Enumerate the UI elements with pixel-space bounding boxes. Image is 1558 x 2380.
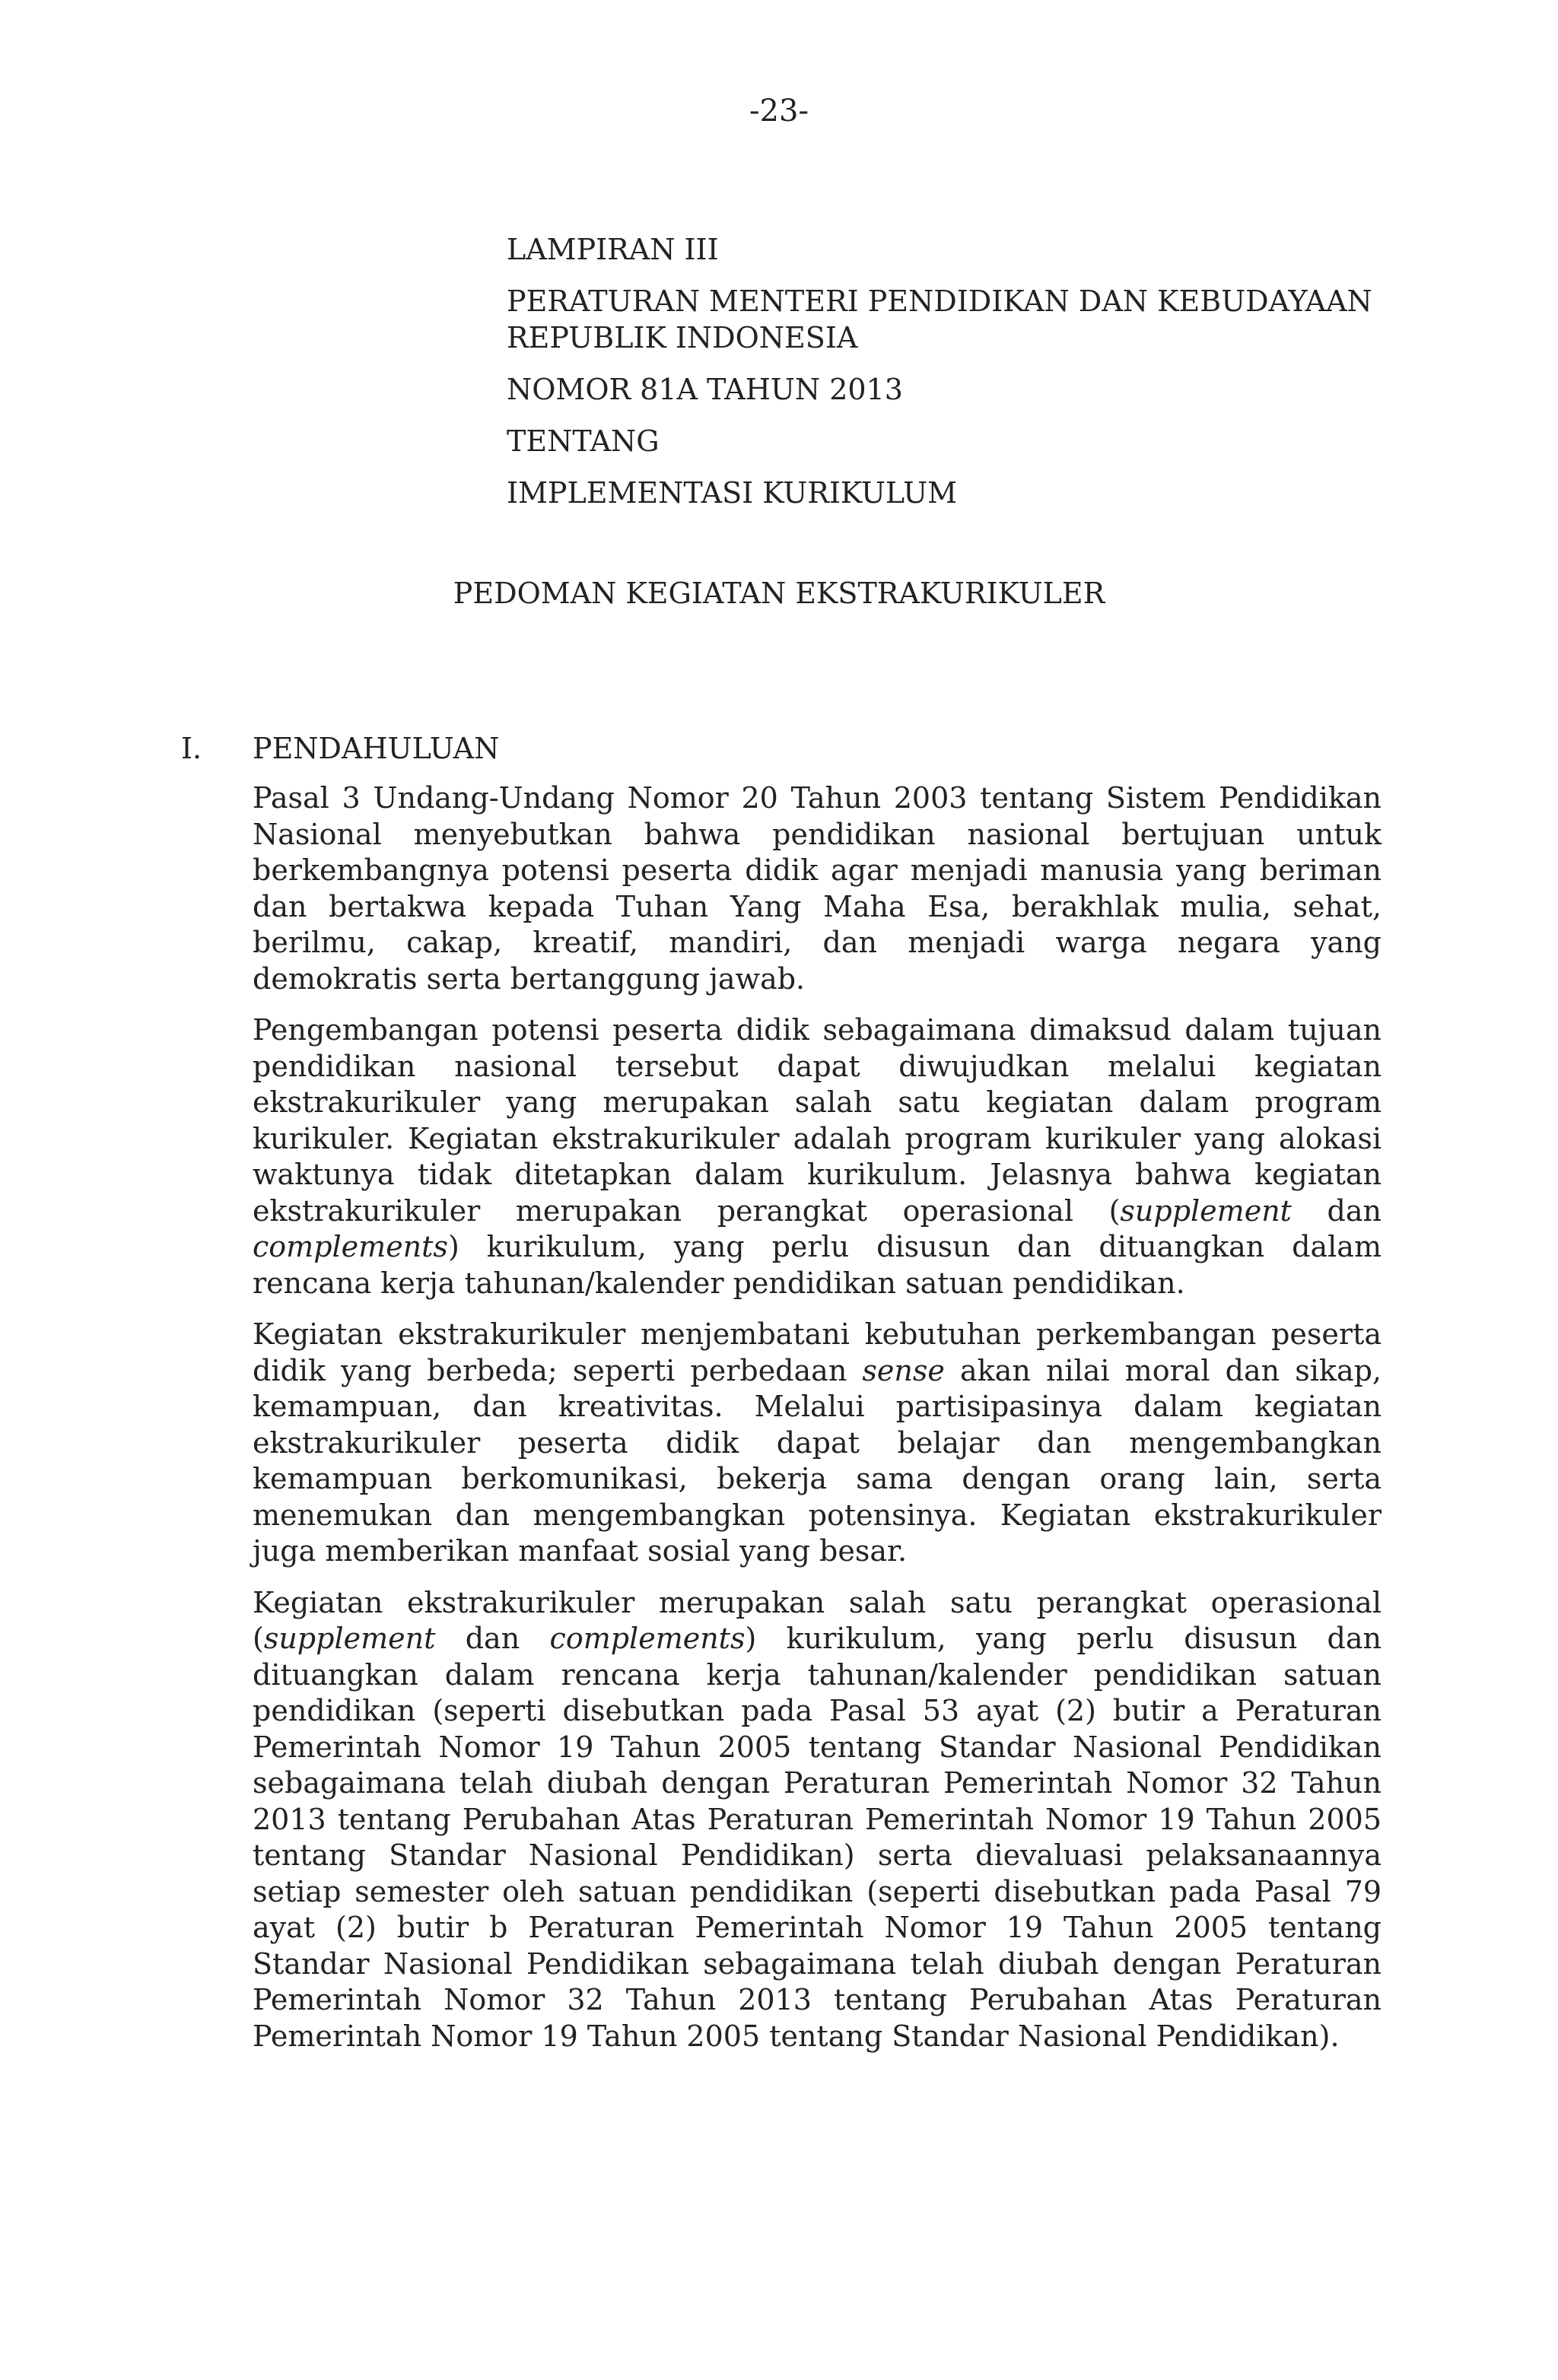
paragraph-3-text-a: Kegiatan ekstrakurikuler menjembatani kebutuhan perkembangan peserta didik yang berbeda; seperti perbedaan [253,1317,1382,1387]
paragraph-3-text-b: akan nilai moral dan sikap, kemampuan, dan kreativitas. Melalui partisipasinya dalam kegiatan ekstrakurikuler peserta didik dapat belajar dan mengembangkan kemampuan berkomunikasi, bekerja sama dengan orang lain, serta menemukan dan mengembangkan potensinya. Kegiatan ekstrakurikuler juga memberikan manfaat sosial yang besar. [253,1353,1382,1568]
paragraph-2-term-supplement: supplement [1120,1193,1292,1228]
header-country: REPUBLIK INDONESIA [507,321,858,354]
paragraph-2-term-complements: complements [253,1230,448,1263]
paragraph-4-term-supplement: supplement [263,1622,436,1655]
document-title: PEDOMAN KEGIATAN EKSTRAKURIKULER [453,577,1105,610]
body-text [253,780,1382,2070]
paragraph-1 [253,780,1382,997]
paragraph-3 [253,1317,1382,1570]
paragraph-2-text-b: dan [1291,1193,1382,1228]
header-appendix: LAMPIRAN III [507,233,719,266]
paragraph-4-text-b: dan [435,1622,550,1655]
header-number: NOMOR 81A TAHUN 2013 [507,373,903,406]
section-title: PENDAHULUAN [253,732,500,765]
section-number: I. [181,732,202,765]
paragraph-2-text-a: Pengembangan potensi peserta didik sebagaimana dimaksud dalam tujuan pendidikan nasional tersebut dapat diwujudkan melalui kegiatan ekstrakurikuler yang merupakan salah satu kegiatan dalam program kurikuler. Kegiatan ekstrakurikuler adalah program kurikuler yang alokasi waktunya tidak ditetapkan dalam kurikulum. Jelasnya bahwa kegiatan ekstrakurikuler merupakan perangkat operasional ( [253,1013,1382,1228]
header-subject: IMPLEMENTASI KURIKULUM [507,476,958,510]
paragraph-4-text-c: ) kurikulum, yang perlu disusun dan dituangkan dalam rencana kerja tahunan/kalender pendidikan satuan pendidikan (seperti disebutkan pada Pasal 53 ayat (2) butir a Peraturan Pemerintah Nomor 19 Tahun 2005 tentang Standar Nasional Pendidikan sebagaimana telah diubah dengan Peraturan Pemerintah Nomor 32 Tahun 2013 tentang Perubahan Atas Peraturan Pemerintah Nomor 19 Tahun 2005 tentang Standar Nasional Pendidikan) serta dievaluasi pelaksanaannya setiap semester oleh satuan pendidikan (seperti disebutkan pada Pasal 79 ayat (2) butir b Peraturan Pemerintah Nomor 19 Tahun 2005 tentang Standar Nasional Pendidikan sebagaimana telah diubah dengan Peraturan Pemerintah Nomor 32 Tahun 2013 tentang Perubahan Atas Peraturan Pemerintah Nomor 19 Tahun 2005 tentang Standar Nasional Pendidikan). [253,1622,1382,2053]
header-about: TENTANG [507,424,660,458]
paragraph-2 [253,1012,1382,1301]
paragraph-1-text: Pasal 3 Undang-Undang Nomor 20 Tahun 2003 tentang Sistem Pendidikan Nasional menyebutkan bahwa pendidikan nasional bertujuan untuk berkembangnya potensi peserta didik agar menjadi manusia yang beriman dan bertakwa kepada Tuhan Yang Maha Esa, berakhlak mulia, sehat, berilmu, cakap, kreatif, mandiri, dan menjadi warga negara yang demokratis serta bertanggung jawab. [253,781,1382,996]
paragraph-4-term-complements: complements [549,1622,746,1655]
paragraph-3-term-sense: sense [862,1353,945,1387]
header-regulation-title: PERATURAN MENTERI PENDIDIKAN DAN KEBUDAYAAN [507,284,1372,318]
paragraph-4-text-a: Kegiatan ekstrakurikuler merupakan salah satu perangkat operasional ( [253,1585,1382,1655]
regulation-header [507,231,1404,511]
paragraph-2-text-c: ) kurikulum, yang perlu disusun dan dituangkan dalam rencana kerja tahunan/kalender pendidikan satuan pendidikan. [253,1230,1382,1300]
section-heading [181,730,499,767]
page-number: -23- [749,94,809,129]
paragraph-4 [253,1585,1382,2055]
